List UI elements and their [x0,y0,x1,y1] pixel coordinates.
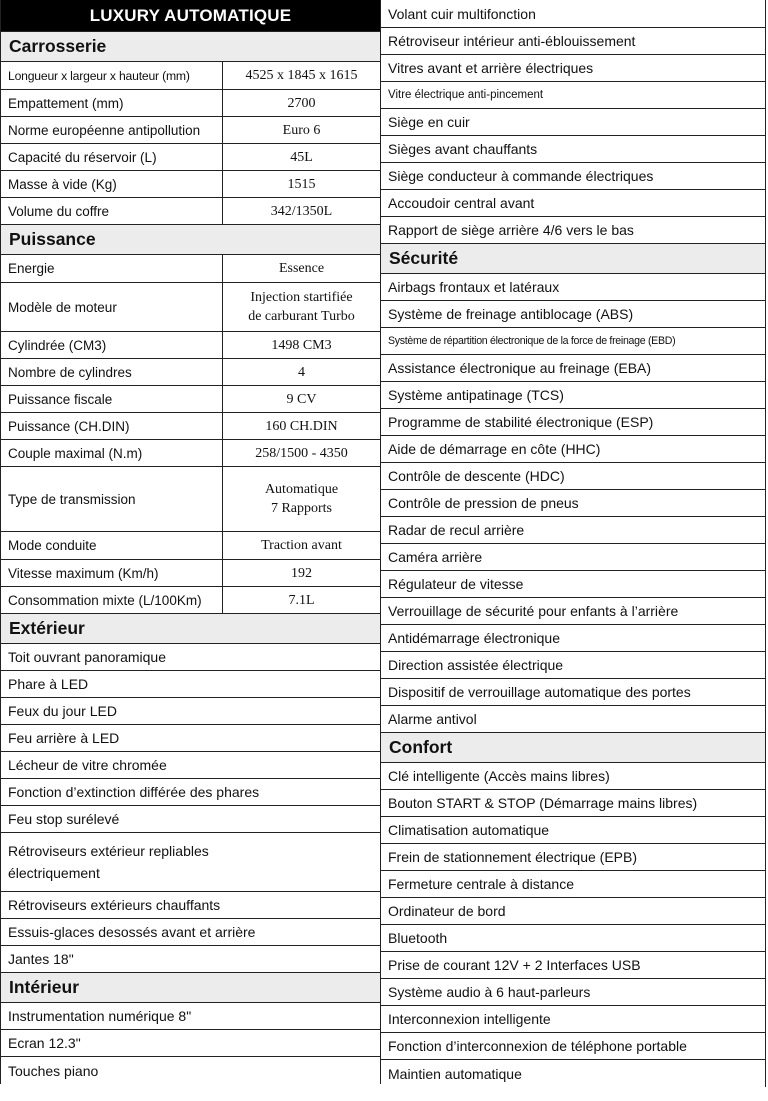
spec-value: Euro 6 [282,122,321,138]
list-item: Fonction d’extinction différée des phares [1,779,380,806]
page-title: LUXURY AUTOMATIQUE [1,0,380,32]
spec-value: 160 CH.DIN [265,418,338,434]
list-item: Touches piano [8,1062,99,1079]
left-column [0,0,381,1084]
list-item: Jantes 18" [1,946,380,973]
spec-value: 342/1350L [270,203,333,219]
spec-label: Couple maximal (N.m) [1,440,223,466]
list-item: Feu arrière à LED [1,725,380,752]
spec-value: 2700 [287,95,316,111]
list-item: Rétroviseurs extérieur repliables électriquement [1,833,380,892]
list-item: Assistance électronique au freinage (EBA) [381,355,765,382]
section-carrosserie-heading: Carrosserie [1,32,380,62]
list-item: Système audio à 6 haut-parleurs [381,979,765,1006]
section-confort-heading: Confort [381,733,765,763]
list-item: Prise de courant 12V + 2 Interfaces USB [381,952,765,979]
spec-value: 9 CV [286,391,317,407]
list-item: Feux du jour LED [1,698,380,725]
list-item: Bouton START & STOP (Démarrage mains libres) [381,790,765,817]
spec-row-energie [1,255,380,283]
list-item: Antidémarrage électronique [381,625,765,652]
spec-row-couple [1,440,380,467]
spec-row-cylindres [1,359,380,386]
spec-row-coffre [1,198,380,225]
spec-label: Type de transmission [1,467,223,531]
spec-row-reservoir [1,144,380,171]
spec-row-fiscale [1,386,380,413]
spec-row-consommation [1,587,380,614]
spec-row-mode [1,532,380,560]
section-puissance-heading: Puissance [1,225,380,255]
list-item: Contrôle de descente (HDC) [381,463,765,490]
spec-row-dimensions [1,62,380,90]
spec-label: Energie [1,255,223,282]
spec-label: Nombre de cylindres [1,359,223,385]
list-item: Aide de démarrage en côte (HHC) [381,436,765,463]
spec-label: Consommation mixte (L/100Km) [1,587,223,613]
list-item: Système antipatinage (TCS) [381,382,765,409]
spec-value: 1498 CM3 [271,337,332,353]
list-item: Phare à LED [1,671,380,698]
list-item: Fonction d’interconnexion de téléphone portable [381,1033,765,1060]
spec-value: Injection startifiée de carburant Turbo [248,290,355,324]
list-item: Maintien automatique [388,1065,522,1082]
spec-row-vitesse [1,560,380,587]
list-item: Direction assistée électrique [381,652,765,679]
list-item: Essuis-glaces desossés avant et arrière [1,919,380,946]
spec-value: 192 [291,565,312,581]
spec-value: 258/1500 - 4350 [255,445,348,461]
spec-label: Puissance fiscale [1,386,223,412]
list-item: Accoudoir central avant [381,190,765,217]
list-item: Lécheur de vitre chromée [1,752,380,779]
list-item: Siège en cuir [381,109,765,136]
list-item: Radar de recul arrière [381,517,765,544]
spec-row-moteur [1,283,380,332]
section-interieur-heading: Intérieur [1,973,380,1003]
spec-value: 1515 [287,176,316,192]
spec-value: 45L [290,149,313,165]
list-item: Clé intelligente (Accès mains libres) [381,763,765,790]
list-item: Rétroviseur intérieur anti-éblouissement [381,28,765,55]
list-item: Siège conducteur à commande électriques [381,163,765,190]
list-item: Dispositif de verrouillage automatique des portes [381,679,765,706]
list-item: Régulateur de vitesse [381,571,765,598]
spec-value: 7.1L [288,592,315,608]
list-item: Interconnexion intelligente [381,1006,765,1033]
list-item: Système de freinage antiblocage (ABS) [381,301,765,328]
spec-label: Puissance (CH.DIN) [1,413,223,439]
list-item: Instrumentation numérique 8" [1,1003,380,1030]
spec-label: Norme européenne antipollution [1,117,223,143]
list-item: Sièges avant chauffants [381,136,765,163]
list-item: Bluetooth [381,925,765,952]
spec-label: Cylindrée (CM3) [1,332,223,358]
list-item: Rapport de siège arrière 4/6 vers le bas [381,217,765,244]
list-item: Contrôle de pression de pneus [381,490,765,517]
spec-row-cylindree [1,332,380,359]
list-item: Ordinateur de bord [381,898,765,925]
list-item: Rétroviseurs extérieurs chauffants [1,892,380,919]
spec-row-transmission [1,467,380,532]
list-item: Toit ouvrant panoramique [1,644,380,671]
list-item: Système de répartition électronique de la force de freinage (EBD) [381,328,765,355]
list-item: Verrouillage de sécurité pour enfants à l’arrière [381,598,765,625]
spec-value: Traction avant [261,538,342,553]
spec-value: 4525 x 1845 x 1615 [245,68,358,83]
spec-row-puissance [1,413,380,440]
list-item: Fermeture centrale à distance [381,871,765,898]
spec-label: Modèle de moteur [1,283,223,331]
section-exterieur-heading: Extérieur [1,614,380,644]
list-item: Climatisation automatique [381,817,765,844]
list-item: Frein de stationnement électrique (EPB) [381,844,765,871]
list-item: Feu stop surélevé [1,806,380,833]
list-item: Volant cuir multifonction [381,0,765,28]
list-item: Caméra arrière [381,544,765,571]
list-item: Vitre électrique anti-pincement [381,82,765,109]
spec-row-masse [1,171,380,198]
list-item: Airbags frontaux et latéraux [381,274,765,301]
spec-label: Volume du coffre [1,198,223,224]
list-item: Alarme antivol [381,706,765,733]
spec-label: Masse à vide (Kg) [1,171,223,197]
spec-label: Mode conduite [1,532,223,559]
spec-row-norme [1,117,380,144]
list-item: Vitres avant et arrière électriques [381,55,765,82]
section-securite-heading: Sécurité [381,244,765,274]
spec-row-empattement [1,90,380,117]
right-column [381,0,766,1087]
list-item: Ecran 12.3" [1,1030,380,1057]
spec-label: Vitesse maximum (Km/h) [1,560,223,586]
spec-label: Longueur x largeur x hauteur (mm) [1,62,223,89]
list-item: Programme de stabilité électronique (ESP) [381,409,765,436]
spec-value: 4 [298,364,305,380]
spec-value: Automatique 7 Rapports [264,482,339,516]
spec-label: Capacité du réservoir (L) [1,144,223,170]
spec-value: Essence [278,261,325,276]
spec-label: Empattement (mm) [1,90,223,116]
